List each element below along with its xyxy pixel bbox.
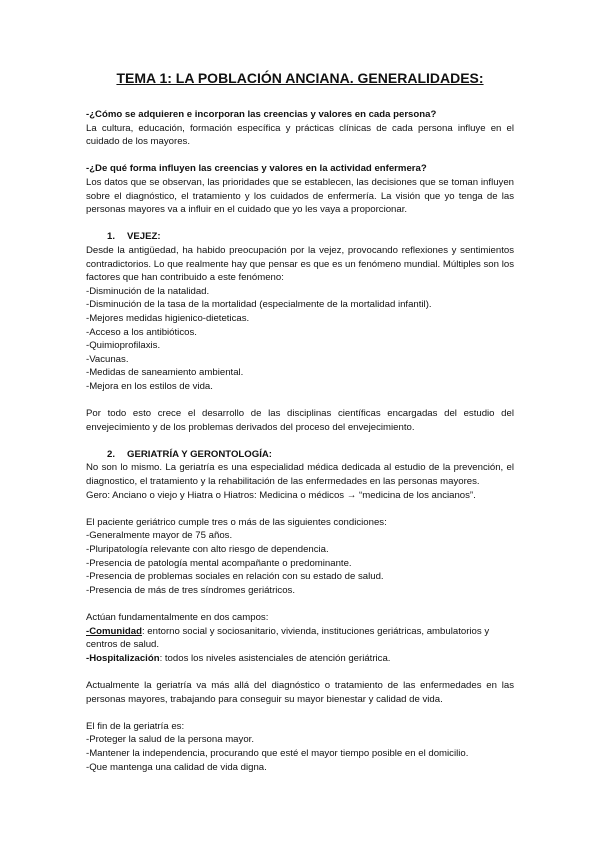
field-comunidad-label: -Comunidad — [86, 625, 142, 637]
question-2: -¿De qué forma influyen las creencias y valores en la actividad enfermera? — [86, 163, 427, 175]
section-2-number: 2. — [107, 448, 116, 460]
list-item: -Mejores medidas higienico-dieteticas. — [86, 312, 250, 324]
list-item: -Quimioprofilaxis. — [86, 340, 161, 352]
list-item: -Mejora en los estilos de vida. — [86, 380, 213, 392]
aim-intro: El fin de la geriatría es: — [86, 720, 185, 732]
list-item: -Acceso a los antibióticos. — [86, 326, 197, 338]
list-item: -Proteger la salud de la persona mayor. — [86, 734, 254, 746]
fields-intro: Actúan fundamentalmente en dos campos: — [86, 611, 269, 623]
conditions-list — [86, 529, 514, 597]
answer-2: Los datos que se observan, las prioridades que se establecen, las decisiones que se toman influyen sobre el diagnóstico, el tratamiento y los cuidados de enfermería. La visión que yo tenga de las personas mayores va a influir en el cuidado que yo les vaya a proporcionar. — [86, 176, 514, 216]
field-hospitalizacion — [86, 652, 514, 666]
answer-1: La cultura, educación, formación específica y prácticas clínicas de cada persona influye en el cuidado de los mayores. — [86, 122, 514, 148]
section-1-intro: Desde la antigüedad, ha habido preocupación por la vejez, provocando reflexiones y sentimientos contradictorios. Lo que realmente hay que pensar es que es un fenómeno mundial. Múltiples son los factores que han contribuido a este fenómeno: — [86, 244, 514, 284]
field-comunidad — [86, 625, 514, 652]
question-1: -¿Cómo se adquieren e incorporan las creencias y valores en cada persona? — [86, 109, 437, 120]
current-geriatrics: Actualmente la geriatría va más allá del diagnóstico o tratamiento de las enfermedades en las personas mayores, trabajando para conseguir su mayor bienestar y calidad de vida. — [86, 679, 514, 705]
list-item: -Mantener la independencia, procurando que esté el mayor tiempo posible en el domicilio. — [86, 747, 469, 759]
list-item: -Vacunas. — [86, 353, 129, 365]
section-1-title: VEJEZ: — [127, 231, 161, 243]
section-1-number: 1. — [107, 231, 116, 243]
list-item: -Generalmente mayor de 75 años. — [86, 530, 233, 542]
list-item: -Disminución de la natalidad. — [86, 285, 210, 297]
patient-intro: El paciente geriátrico cumple tres o más de las siguientes condiciones: — [86, 516, 387, 528]
list-item: -Medidas de saneamiento ambiental. — [86, 367, 244, 379]
list-item: -Pluripatología relevante con alto riesgo de dependencia. — [86, 544, 329, 555]
factors-list — [86, 285, 514, 394]
list-item: -Que mantenga una calidad de vida digna. — [86, 761, 267, 773]
section-1-heading — [107, 230, 514, 244]
document-page — [86, 70, 514, 774]
list-item: -Presencia de patología mental acompañante o predominante. — [86, 557, 352, 569]
etymology: Gero: Anciano o viejo y Hiatra o Hiatros: Medicina o médicos → “medicina de los ancianos”. — [86, 489, 476, 501]
section-1-conclusion: Por todo esto crece el desarrollo de las disciplinas científicas encargadas del estudio del envejecimiento y de los problemas derivados del proceso del envejecimiento. — [86, 408, 514, 433]
list-item: -Presencia de más de tres síndromes geriátricos. — [86, 584, 296, 596]
section-2-heading — [107, 448, 514, 462]
section-2-intro: No son lo mismo. La geriatría es una especialidad médica dedicada al estudio de la prevención, el diagnostico, el tratamiento y la rehabilitación de las enfermedades en las personas mayores. — [86, 462, 514, 488]
field-comunidad-text: : entorno social y sociosanitario, vivienda, instituciones geriátricas, ambulatorios y centros de salud. — [86, 625, 490, 651]
aims-list — [86, 733, 514, 774]
list-item: -Disminución de la tasa de la mortalidad (especialmente de la mortalidad infantil). — [86, 299, 432, 311]
page-title: TEMA 1: LA POBLACIÓN ANCIANA. GENERALIDADES: — [116, 70, 484, 86]
list-item: -Presencia de problemas sociales en relación con su estado de salud. — [86, 571, 384, 583]
field-hospitalizacion-text: : todos los niveles asistenciales de atención geriátrica. — [159, 652, 391, 664]
section-2-title: GERIATRÍA Y GERONTOLOGÍA: — [127, 448, 272, 460]
field-hospitalizacion-label: -Hospitalización — [86, 652, 160, 664]
